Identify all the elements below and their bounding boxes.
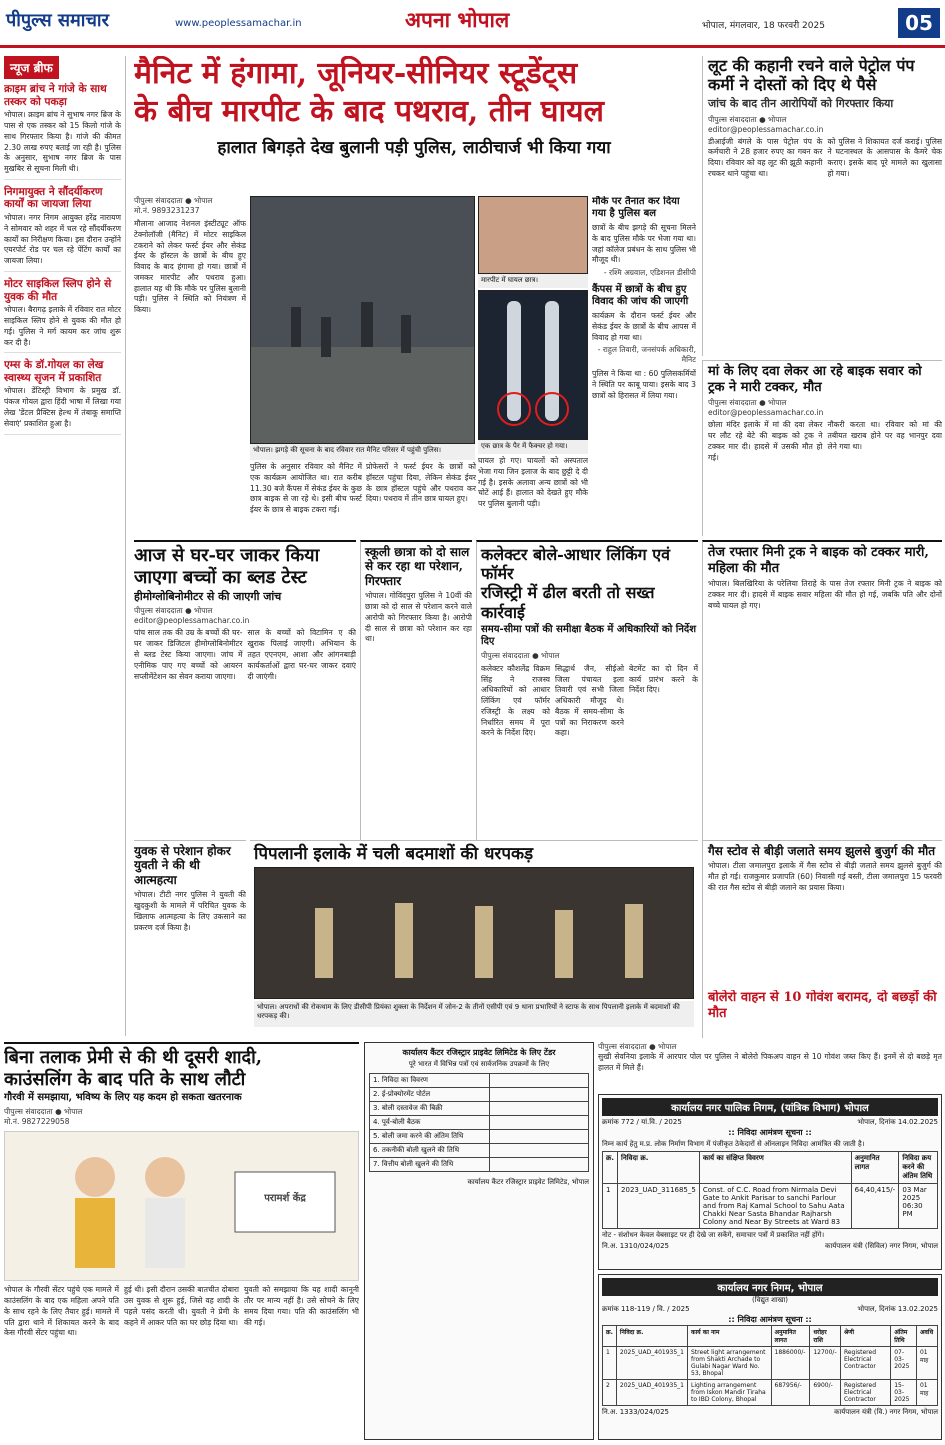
table-cell: 1886000/- <box>771 1347 810 1380</box>
mech-code: नि.अ. 1310/024/025 <box>602 1242 669 1250</box>
table-cell: 07-03-2025 <box>891 1347 917 1380</box>
table-row <box>370 1074 589 1088</box>
table-row <box>370 1144 589 1158</box>
dawa-text-1: छोला मंदिर इलाके में मां की दवा लेकर घर लौट रहे बेटे की बाइक को ट्रक ने टक्कर मार दी। हादसे में उसकी मौत हो गई। <box>708 420 823 462</box>
talaq-mobile: मो.नं. 9827229058 <box>4 1117 70 1127</box>
collector-headline-2[interactable]: रजिस्ट्री में ढील बरती तो सख्त कार्रवाई <box>481 583 655 622</box>
minitruck-story <box>702 540 942 840</box>
brief-item-text: भोपाल। नगर निगम आयुक्त हरेंद्र नारायण ने सोमवार को शहर में चल रहे सौंदर्यीकरण कार्यों का निरीक्षण किया। इस दौरान उन्होंने एयरपोर्ट रोड पर चल रहे पेंटिंग कार्यों का जायजा लिया। <box>4 213 121 266</box>
suicide-text: भोपाल। टीटी नगर पुलिस ने युवती की खुदकुशी के मामले में परिचित युवक के खिलाफ आत्महत्या के लिए उकसाने का प्रकरण दर्ज किया है। <box>134 890 246 932</box>
elec-sign: कार्यपालन यंत्री (वि.) नगर निगम, भोपाल <box>834 1408 938 1416</box>
elec-dept: (विद्युत शाखा) <box>752 1296 788 1304</box>
bolero-headline[interactable]: बोलेरो वाहन से 10 गोवंश बरामद, दो बछड़ों की मौत <box>708 990 937 1021</box>
petrol-pump-story <box>702 56 942 356</box>
table-cell: 687956/- <box>771 1380 810 1406</box>
table-cell: Lighting arrangement from Iskon Mandir Tiraha to IBD Colony, Bhopal <box>688 1380 772 1406</box>
section-title: अपना भोपाल <box>405 7 510 32</box>
mech-intro: निम्न कार्य हेतु म.प्र. लोक निर्माण विभाग में पंजीकृत ठेकेदारों से ऑनलाइन निविदा आमंत्रित की जाती है। <box>602 1140 865 1148</box>
lead-headline-line1[interactable]: मैनिट में हंगामा, जूनियर-सीनियर स्टूडेंट्स <box>134 56 578 91</box>
blood-headline-1[interactable]: आज से घर-घर जाकर किया <box>134 545 320 566</box>
table-header-cell: अनुमानित लागत <box>771 1326 810 1347</box>
lead-photo-main <box>250 196 475 444</box>
table-cell: 1. निविदा का विवरण <box>370 1074 490 1088</box>
lead-subhead: हालात बिगड़ते देख बुलानी पड़ी पुलिस, लाठीचार्ज भी किया गया <box>217 138 611 158</box>
minitruck-headline[interactable]: तेज रफ्तार मिनी ट्रक ने बाइक को टक्कर मारी, महिला की मौत <box>708 545 929 576</box>
talaq-subhead: गौरवी में समझाया, भविष्य के लिए यह कदम हो सकता खतरनाक <box>4 1092 242 1104</box>
lead-text-5: पुलिस ने किया था : 60 पुलिसकर्मियों ने स्थिति पर काबू पाया। इसके बाद 3 छात्रों को हिरासत में लिया गया। <box>592 369 696 401</box>
petrol-email[interactable]: editor@peoplessamachar.co.in <box>708 124 824 134</box>
table-row <box>370 1158 589 1172</box>
gas-story <box>702 840 942 990</box>
table-header-cell: क्र. <box>603 1152 618 1184</box>
brief-item-title[interactable]: एम्स के डॉ.गोयल का लेख स्वास्थ्य सृजन में प्रकाशित <box>4 359 104 384</box>
xray-caption: एक छात्र के पैर में फैक्चर हो गया। <box>478 440 588 454</box>
suicide-story <box>134 840 246 1040</box>
blood-subhead: हीमोग्लोबिनोमीटर से की जाएगी जांच <box>134 590 282 604</box>
table-cell: 2025_UAD_401935_1 <box>616 1380 687 1406</box>
cantor-table <box>369 1073 589 1172</box>
lead-col-1 <box>134 196 246 536</box>
elec-table <box>602 1325 938 1406</box>
petrol-byline: पीपुल्स संवाददाता ● भोपाल <box>708 114 787 124</box>
elec-code: नि.अ. 1333/024/025 <box>602 1408 669 1416</box>
police-photo-placeholder <box>255 868 693 998</box>
table-cell: 64,40,415/- <box>851 1184 899 1229</box>
dawa-byline: पीपुल्स संवाददाता ● भोपाल <box>708 398 787 408</box>
talaq-text-3: युवती को समझाया कि यह शादी कानूनी तौर पर मान्य नहीं है। उसे सोचने के लिए समय दिया गया। पति की काउंसलिंग भी की गई। <box>244 1285 359 1327</box>
brief-item-title[interactable]: क्राइम ब्रांच ने गांजे के साथ तस्कर को पकड़ा <box>4 83 107 108</box>
brief-item <box>4 186 121 272</box>
elec-notice: :: निविदा आमंत्रण सूचना :: <box>728 1315 812 1324</box>
talaq-text-2: हुई थी। इसी दौरान उसकी बातचीत दोबारा उस युवक से शुरू हुई, जिसे वह शादी के पहले पसंद करती थी। युवती ने प्रेमी के कहने में आकर पति का घर छोड़ दिया था। <box>124 1285 239 1327</box>
blood-test-story <box>134 540 356 840</box>
cantor-footer: कार्यालय कैंटर रजिस्ट्रार प्राइवेट लिमिटेड, भोपाल <box>467 1178 589 1186</box>
student-headline[interactable]: स्कूली छात्रा को दो साल से कर रहा था परेशान, गिरफ्तार <box>365 545 470 588</box>
brief-item <box>4 83 121 180</box>
piplani-headline[interactable]: पिपलानी इलाके में चली बदमाशों की धरपकड़ <box>254 844 534 864</box>
xray-photo <box>478 290 588 440</box>
table-cell: 3. बोली दस्तावेज की बिक्री <box>370 1102 490 1116</box>
table-header-cell: क्र. <box>603 1326 617 1347</box>
table-cell: 12700/- <box>810 1347 841 1380</box>
table-row <box>603 1380 938 1406</box>
collector-headline-1[interactable]: कलेक्टर बोले-आधार लिंकिंग एवं फॉर्मर <box>481 545 670 584</box>
student-story <box>360 540 472 840</box>
table-cell: 4. पूर्व-बोली बैठक <box>370 1116 490 1130</box>
lead-byline: पीपुल्स संवाददाता ● भोपाल <box>134 196 213 205</box>
blood-headline-2[interactable]: जाएगा बच्चों का ब्लड टेस्ट <box>134 566 307 588</box>
petrol-text-2: को पुलिस ने शिकायत दर्ज कराई। पुलिस ने घटनास्थल के आसपास के कैमरे चेक कराए। इसके बाद पूरे मामले का खुलासा हो गया। <box>827 136 942 178</box>
table-row <box>370 1130 589 1144</box>
lead-text-1: मौलाना आजाद नेशनल इंस्टीट्यूट ऑफ टेक्नोलॉजी (मैनिट) में मोटर साइकिल टकराने को लेकर फर्स्ट ईयर और सेकंड ईयर के हॉस्टल के छात्रों के बीच हुए विवाद के बाद हंगामा हो गया। छात्रों में जमकर मारपीट और पथराव हुआ। हालात यह थी कि मौके पर पुलिस बुलानी पड़ी। पुलिस ने स्थिति को नियंत्रण में किया। <box>134 219 246 315</box>
table-cell <box>490 1144 589 1158</box>
lead-text-2: पुलिस के अनुसार रविवार को मैनिट में एक कार्यक्रम आयोजित था। रात करीब 11.30 बजे कैंपस में सेकंड ईयर के कुछ छात्र बाइक से जा रहे थे। इसी बीच फर्स्ट ईयर के छात्र से बाइक टकरा गई। <box>250 462 362 515</box>
elec-date: भोपाल, दिनांक 13.02.2025 <box>857 1305 938 1313</box>
petrol-headline[interactable]: लूट की कहानी रचने वाले पेट्रोल पंप कर्मी ने दोस्तों को दिए थे पैसे <box>708 56 915 95</box>
table-cell: 6900/- <box>810 1380 841 1406</box>
table-header-cell: अंतिम तिथि <box>891 1326 917 1347</box>
mech-notice: :: निविदा आमंत्रण सूचना :: <box>728 1128 812 1137</box>
tender-ad-electrical <box>598 1274 942 1440</box>
blood-email[interactable]: editor@peoplessamachar.co.in <box>134 616 250 626</box>
masthead <box>0 0 945 48</box>
gas-headline[interactable]: गैस स्टोव से बीड़ी जलाते समय झुलसे बुजुर्ग की मौत <box>708 844 936 858</box>
petrol-subhead: जांच के बाद तीन आरोपियों को गिरफ्तार किया <box>708 97 894 111</box>
piplani-story <box>250 840 698 1040</box>
table-cell: 2 <box>603 1380 617 1406</box>
table-cell: 01 माह <box>916 1347 937 1380</box>
table-cell: Registered Electrical Contractor <box>840 1380 890 1406</box>
brief-item-text: भोपाल। बैरागढ़ इलाके में रविवार रात मोटर साइकिल स्लिप होने से युवक की मौत हो गई। पुलिस ने मर्ग कायम कर जांच शुरू कर दी है। <box>4 305 121 347</box>
lead-text-3: प्रोफेसरों ने फर्स्ट ईयर के छात्रों को हॉस्टल पहुंचा दिया, लेकिन सेकंड ईयर के छात्र हॉस्टल पहुंचे और पथराव कर दिया। पथराव में तीन छात्र घायल हुए। <box>366 462 476 504</box>
bolero-byline: पीपुल्स संवाददाता ● भोपाल <box>598 1042 677 1051</box>
table-cell: Const. of C.C. Road from Nirmala Devi Gate to Ankit Parisar to sanchi Parlour and from Raj Kamal School to Sahu Aata Chakki Near Sasta Bhandar Rajharsh Colony and Near By Streets at Ward 83 <box>699 1184 851 1229</box>
tender-ad-mechanical <box>598 1094 942 1270</box>
brief-item <box>4 359 121 434</box>
table-cell <box>490 1130 589 1144</box>
talaq-cartoon <box>4 1131 359 1281</box>
collector-text-1: कलेक्टर कौशलेंद्र विक्रम सिंह ने राजस्व अधिकारियों को आधार लिंकिंग एवं फॉर्मर रजिस्ट्री के लक्ष्य को निर्धारित समय में पूरा करने के निर्देश दिए। <box>481 663 550 738</box>
mech-date: भोपाल, दिनांक 14.02.2025 <box>857 1118 938 1126</box>
table-cell: Registered Electrical Contractor <box>840 1347 890 1380</box>
table-cell: 15-03-2025 <box>891 1380 917 1406</box>
cantor-subtitle: पूरे भारत में विभिन्न पत्रों एवं सार्वजनिक उपक्रमों के लिए <box>408 1060 550 1068</box>
table-cell <box>490 1116 589 1130</box>
sidebar-title-2: कैंपस में छात्रों के बीच हुए विवाद की जांच की जाएगी <box>592 284 689 308</box>
table-header-cell: अवधि <box>916 1326 937 1347</box>
sidebar-sign-2: - राहुल तिवारी, जनसंपर्क अधिकारी, मैनिट <box>597 345 696 365</box>
table-header-cell: निविदा क्रय करने की अंतिम तिथि <box>899 1152 938 1184</box>
elec-title: कार्यालय नगर निगम, भोपाल <box>602 1278 938 1296</box>
sidebar-title-1: मौके पर तैनात कर दिया गया है पुलिस बल <box>592 196 680 219</box>
table-cell: 5. बोली जमा करने की अंतिम तिथि <box>370 1130 490 1144</box>
mech-table <box>602 1151 938 1229</box>
piplani-caption: भोपाल। अपराधों की रोकथाम के लिए डीसीपी प्रियंका शुक्ला के निर्देशन में जोन-2 के तीनों एसीपी एवं 9 थाना प्रभारियों ने स्टाफ के साथ पिपलानी इलाके में बदमाशों की धरपकड़ की। <box>254 1001 694 1027</box>
brief-item-text: भोपाल। डेंटिस्ट्री विभाग के प्रमुख डॉ. पंकज गोयल द्वारा हिंदी भाषा में लिखा गया लेख 'डेंटल प्रैक्टिस हेल्थ में तंबाकू समाप्ति सेवाएं' प्रकाशित हुआ है। <box>4 386 121 428</box>
table-cell: Street light arrangement from Shakti Archade to Gulabi Nagar Ward No. 53, Bhopal <box>688 1347 772 1380</box>
sidebar-text-2: कार्यक्रम के दौरान फर्स्ट ईयर और सेकंड ईयर के छात्रों के बीच आपस में विवाद हो गया था। <box>592 311 696 342</box>
suicide-headline[interactable]: युवक से परेशान होकर युवती ने की थी आत्महत्या <box>134 844 231 887</box>
cantor-title: कार्यालय कैंटर रजिस्ट्रार प्राइवेट लिमिटेड के लिए टेंडर <box>402 1048 556 1057</box>
table-cell: 01 माह <box>916 1380 937 1406</box>
collector-story <box>476 540 698 840</box>
lead-mobile: मो.नं. 9893231237 <box>134 206 200 215</box>
sidebar-sign-1: - रश्मि अग्रवाल, एडिशनल डीसीपी <box>603 268 696 278</box>
page-number: 05 <box>898 8 940 38</box>
brief-item-text: भोपाल। क्राइम ब्रांच ने सुभाष नगर ब्रिज के पास से एक तस्कर को 15 किलो गांजे के साथ गिरफ्तार किया है। गांजे की कीमत 2.30 लाख रुपए बताई जा रही है। पुलिस के अनुसार, सुभाष नगर ब्रिज के पास मुखबिर से सूचना मिली थी। <box>4 110 121 174</box>
mech-sign: कार्यपालन यंत्री (सिविल) नगर निगम, भोपाल <box>825 1242 938 1250</box>
table-row <box>370 1088 589 1102</box>
lead-sidebar <box>592 196 696 536</box>
brief-list <box>4 83 121 435</box>
elec-ref: क्रमांक 118-119 / वि. / 2025 <box>602 1305 690 1313</box>
table-cell <box>490 1074 589 1088</box>
table-cell <box>490 1158 589 1172</box>
bolero-story <box>702 990 942 1038</box>
table-cell <box>490 1088 589 1102</box>
news-brief-tag: न्यूज ब्रीफ <box>4 56 59 79</box>
table-row <box>370 1102 589 1116</box>
table-header-cell: निविदा क्र. <box>616 1326 687 1347</box>
lead-photo-main-caption: भोपाल। झगड़े की सूचना के बाद रविवार रात मैनिट परिसर में पहुंची पुलिस। <box>250 444 475 460</box>
newspaper-logo[interactable]: पीपुल्स समाचार <box>6 10 109 31</box>
table-header-cell: धरोहर राशि <box>810 1326 841 1347</box>
lead-text-4: घायल हो गए। घायलों को अस्पताल भेजा गया जिन इलाज के बाद छुट्टी दे दी गई है। इसके अलावा अन्य छात्रों को भी चोटें आई हैं। हालात को देखते हुए मौके पर पुलिस बुलानी पड़ी। <box>478 456 588 509</box>
mech-title: कार्यालय नगर पालिक निगम, (यांत्रिक विभाग) भोपाल <box>602 1098 938 1116</box>
student-text: भोपाल। गोविंदपुरा पुलिस ने 10वीं की छात्रा को दो साल से परेशान करने वाले आरोपी को गिरफ्तार किया है। आरोपी दी साल से छात्रा को परेशान कर रहा था। <box>365 591 472 644</box>
dawa-story <box>702 360 942 536</box>
collector-text-2: सिद्धार्थ जैन, सीईओ जिला पंचायत इला तिवारी एवं सभी जिला अधिकारी मौजूद थे। बैठक में समय-सीमा के पत्रों का निराकरण करने कहा। <box>555 663 624 738</box>
talaq-text-1: भोपाल के गौरवी सेंटर पहुंचे एक मामले में काउंसलिंग के बाद एक महिला अपने पति के साथ रहने के लिए तैयार हुई। मामले में पति द्वारा थाने में शिकायत करने के बाद केस गौरवी सेंटर पहुंचा था। <box>4 1285 119 1338</box>
news-brief-column <box>4 56 126 1036</box>
brief-item-title[interactable]: निगमायुक्त ने सौंदर्यीकरण कार्यों का जायजा लिया <box>4 185 103 211</box>
lead-col-2 <box>250 462 362 536</box>
table-row <box>603 1347 938 1380</box>
table-cell: 6. तकनीकी बोली खुलने की तिथि <box>370 1144 490 1158</box>
collector-byline: पीपुल्स संवाददाता ● भोपाल <box>481 650 560 660</box>
lead-headline-line2[interactable]: के बीच मारपीट के बाद पथराव, तीन घायल <box>134 94 605 129</box>
bolero-text-1: सुखी सेवनिया इलाके में आरपार पोल पर पुलिस ने बोलेरो पिकअप वाहन से 10 गोवंश जब्त किए हैं। इनमें से दो बछड़े मृत हालत में मिले हैं। <box>598 1052 942 1072</box>
lead-story-header <box>134 56 694 196</box>
police-march-photo <box>254 867 694 999</box>
petrol-text-1: डीआईजी बंगले के पास पेट्रोल पंप के कर्मचारी ने 28 हजार रुपए का गबन कर दिया। रविवार को वह लूट की झूठी कहानी रचकर थाने पहुंचा था। <box>708 136 823 178</box>
injured-student-photo <box>478 196 588 274</box>
sidebar-text-1: छात्रों के बीच झगड़े की सूचना मिलने के बाद पुलिस मौके पर भेजा गया था। जहां कॉलेज प्रबंधन के साथ पुलिस भी मौजूद थी। <box>592 223 696 265</box>
xray-illustration <box>479 291 588 440</box>
dateline: भोपाल, मंगलवार, 18 फरवरी 2025 <box>702 21 825 31</box>
bolero-body <box>598 1042 942 1092</box>
table-cell: 1 <box>603 1184 618 1229</box>
table-cell: 2. ई-प्रोक्योरमेंट पोर्टल <box>370 1088 490 1102</box>
brief-item-title[interactable]: मोटर साइकिल स्लिप होने से युवक की मौत <box>4 277 112 303</box>
table-cell: 1 <box>603 1347 617 1380</box>
brief-item <box>4 278 121 353</box>
table-header-cell: अनुमानित लागत <box>851 1152 899 1184</box>
table-header-cell: निविदा क्र. <box>618 1152 700 1184</box>
table-row <box>370 1116 589 1130</box>
website-link[interactable]: www.peoplessamachar.in <box>175 18 302 29</box>
blood-byline: पीपुल्स संवाददाता ● भोपाल <box>134 606 213 616</box>
table-header-cell: कार्य का नाम <box>688 1326 772 1347</box>
minitruck-text: भोपाल। बिलखिरिया के परेलिया तिराहे के पास तेज रफ्तार मिनी ट्रक ने बाइक को टक्कर मार दी। हादसे में बाइक सवार महिला की मौत हो गई, जबकि पति और दोनों बच्चे घायल हो गए। <box>708 579 942 610</box>
table-header-cell: श्रेणी <box>840 1326 890 1347</box>
collector-subhead: समय-सीमा पत्रों की समीक्षा बैठक में अधिकारियों को निर्देश दिए <box>481 623 697 647</box>
couple-cartoon-illustration <box>5 1132 358 1282</box>
talaq-byline: पीपुल्स संवाददाता ● भोपाल <box>4 1107 83 1117</box>
mech-note: नोट - संशोधन केवल वेबसाइट पर ही देखे जा सकेंगे, समाचार पत्रों में प्रकाशित नहीं होंगे। <box>602 1231 825 1239</box>
talaq-headline-1[interactable]: बिना तलाक प्रेमी से की थी दूसरी शादी, <box>4 1047 263 1068</box>
talaq-headline-2[interactable]: काउंसलिंग के बाद पति के साथ लौटी <box>4 1068 246 1090</box>
table-cell: 03 Mar 2025 06:30 PM <box>899 1184 938 1229</box>
dawa-text-2: नौकरी करता था। रविवार को मां की तबीयत खराब होने पर वह भानपुर दवा लेने गया था। <box>827 420 942 451</box>
dawa-email[interactable]: editor@peoplessamachar.co.in <box>708 408 824 418</box>
blood-text-1: पांच साल तक की उम्र के बच्चों की घर-घर जाकर डिजिटल हीमोग्लोबिनोमीटर से ब्लड टेस्ट किया जाएगा। जांच में एनीमिक पाए गए बच्चों को आयरन सप्लीमेंटेशन का सेवन कराया जाएगा। <box>134 628 243 681</box>
collector-text-3: बेटमेंट का दो दिन में कार्य प्रारंभ करने के निर्देश दिए। <box>629 663 698 695</box>
table-cell: 7. वित्तीय बोली खुलने की तिथि <box>370 1158 490 1172</box>
table-cell <box>490 1102 589 1116</box>
gas-text: भोपाल। टीला जमालपुरा इलाके में गैस स्टोव से बीड़ी जलाते समय झुलसे बुजुर्ग की मौत हो गई। राजकुमार प्रजापति (60) निवासी गई बस्ती, टीला जमालपुरा 15 फरवरी की रात गैस स्टोव से बीड़ी जलाने का प्रयास किया। <box>708 861 942 892</box>
cartoon-sign: परामर्श केंद्र <box>264 1193 306 1205</box>
table-cell: 2025_UAD_401935_1 <box>616 1347 687 1380</box>
table-cell: 2023_UAD_311685_5 <box>618 1184 700 1229</box>
dawa-headline[interactable]: मां के लिए दवा लेकर आ रहे बाइक सवार को ट्रक ने मारी टक्कर, मौत <box>708 364 922 395</box>
lead-col-4 <box>478 456 588 536</box>
blood-text-2: साल के बच्चों को विटामिन ए की खुराक पिलाई जाएगी। अभियान के तहत एएनएम, आशा और आंगनबाड़ी कार्यकर्ताओं द्वारा घर-घर जाकर दवाएं दी जाएंगी। <box>247 628 356 681</box>
tender-ad-cantor <box>364 1042 594 1440</box>
talaq-story <box>4 1042 359 1440</box>
mech-ref: क्रमांक 772 / यां.वि. / 2025 <box>602 1118 682 1126</box>
crowd-photo-placeholder <box>251 197 475 444</box>
injured-photo-caption: मारपीट में घायल छात्र। <box>478 274 588 288</box>
lead-col-3 <box>366 462 476 536</box>
table-header-cell: कार्य का संक्षिप्त विवरण <box>699 1152 851 1184</box>
